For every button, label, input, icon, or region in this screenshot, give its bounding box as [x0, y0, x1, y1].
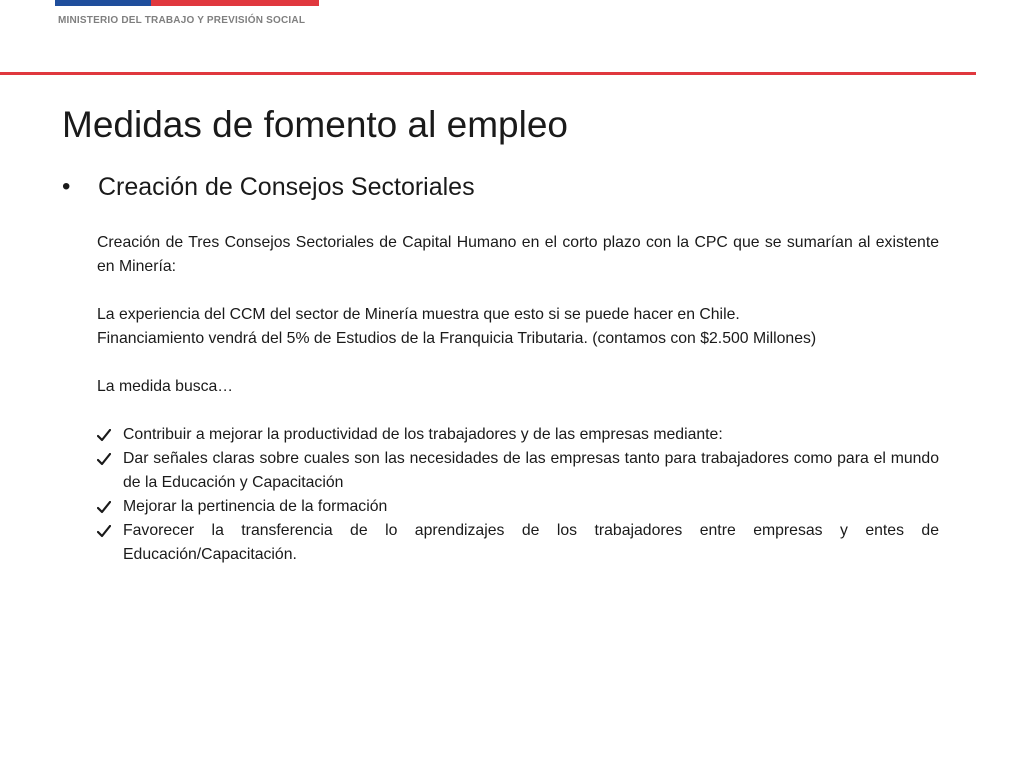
ministry-header: MINISTERIO DEL TRABAJO Y PREVISIÓN SOCIAL	[58, 15, 306, 26]
checklist-item	[97, 423, 939, 447]
objectives-checklist	[97, 423, 939, 567]
experience-line: La experiencia del CCM del sector de Minería muestra que esto si se puede hacer en Chile.	[97, 306, 740, 323]
section-heading: Creación de Consejos Sectoriales	[98, 173, 475, 201]
section-bullet	[62, 169, 475, 205]
measure-intro: La medida busca…	[97, 378, 234, 395]
checklist-text: Mejorar la pertinencia de la formación	[123, 498, 388, 515]
checklist-item	[97, 495, 939, 519]
flag-blue-segment	[55, 0, 151, 6]
checkmark-icon	[97, 423, 123, 447]
checklist-text: Favorecer la transferencia de lo aprendizajes de los trabajadores entre empresas y entes de Educación/Capacitación.	[123, 522, 939, 563]
checklist-text: Dar señales claras sobre cuales son las necesidades de las empresas tanto para trabajadores como para el mundo de la Educación y Capacitación	[123, 450, 939, 491]
checkmark-icon	[97, 495, 123, 519]
checkmark-icon	[97, 447, 123, 471]
intro-paragraph: Creación de Tres Consejos Sectoriales de Capital Humano en el corto plazo con la CPC que se sumarían al existente en Minería:	[97, 234, 939, 275]
bullet-icon: •	[62, 173, 71, 200]
header-divider	[0, 72, 976, 75]
flag-stripe	[55, 0, 319, 6]
slide-title: Medidas de fomento al empleo	[62, 104, 568, 145]
checklist-text: Contribuir a mejorar la productividad de los trabajadores y de las empresas mediante:	[123, 426, 723, 443]
checklist-item	[97, 447, 939, 495]
slide-body	[97, 231, 939, 567]
checklist-item	[97, 519, 939, 567]
flag-red-segment	[151, 0, 319, 6]
checkmark-icon	[97, 519, 123, 543]
financing-line: Financiamiento vendrá del 5% de Estudios de la Franquicia Tributaria. (contamos con $2.500 Millones)	[97, 330, 817, 347]
